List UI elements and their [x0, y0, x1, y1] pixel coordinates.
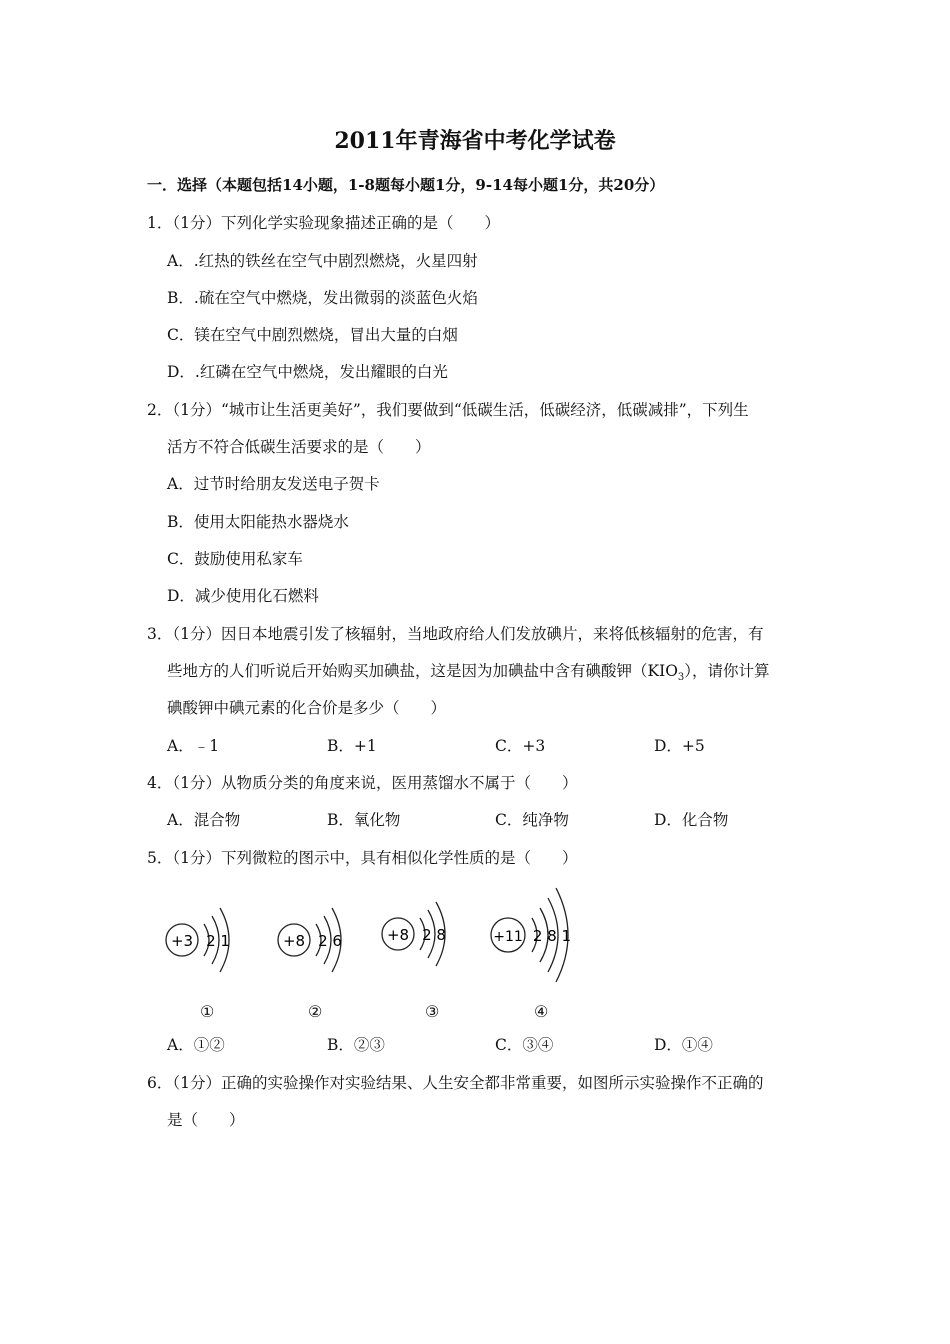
- q5-option-b: B．②③: [327, 1036, 385, 1054]
- q1-option-a: A．.红热的铁丝在空气中剧烈燃烧，火星四射: [167, 252, 478, 270]
- section-heading: 一．选择（本题包括14小题，1-8题每小题1分，9-14每小题1分，共20分）: [147, 176, 665, 194]
- atom-label-4: ④: [534, 1002, 549, 1021]
- q1-option-c: C．镁在空气中剧烈燃烧，冒出大量的白烟: [167, 326, 458, 344]
- q2-stem-line1: 2．（1分）“城市让生活更美好”，我们要做到“低碳生活，低碳经济，低碳减排”，下列生: [147, 401, 749, 419]
- q2-option-d: D．减少使用化石燃料: [167, 587, 319, 605]
- q4-option-d: D．化合物: [654, 811, 729, 829]
- q5-option-c: C．③④: [495, 1036, 554, 1054]
- q1-stem: 1．（1分）下列化学实验现象描述正确的是（ ）: [147, 214, 500, 232]
- q2-option-b: B．使用太阳能热水器烧水: [167, 513, 349, 531]
- q3-subscript: 3: [677, 672, 685, 684]
- q3-stem-line2: [167, 659, 770, 683]
- atom-label-2: ②: [308, 1002, 323, 1021]
- q5-option-d: D．①④: [654, 1036, 713, 1054]
- q6-stem-line2: 是（ ）: [167, 1111, 245, 1129]
- atom-diagram-4: [486, 880, 586, 994]
- atom-diagram-3: [376, 884, 466, 988]
- q3-stem-line1: 3．（1分）因日本地震引发了核辐射，当地政府给人们发放碘片，来将低核辐射的危害，有: [147, 625, 764, 643]
- atom4-shells: 2 8 1: [532, 927, 572, 945]
- q3-stem-line3: 碘酸钾中碘元素的化合价是多少（ ）: [167, 699, 447, 717]
- q3-stem-line2-text: 些地方的人们听说后开始购买加碘盐，这是因为加碘盐中含有碘酸钾（KIO: [167, 662, 678, 680]
- q5-option-a: A．①②: [167, 1036, 225, 1054]
- atom2-shells: 2 6: [318, 932, 342, 950]
- page-title: 2011年青海省中考化学试卷: [334, 128, 616, 154]
- q6-stem-line1: 6．（1分）正确的实验操作对实验结果、人生安全都非常重要，如图所示实验操作不正确的: [147, 1074, 764, 1092]
- atom3-nucleus: +8: [386, 926, 410, 944]
- atom3-shells: 2 8: [422, 926, 446, 944]
- q3-stem-line2-tail: ），请你计算: [684, 662, 770, 680]
- atom-diagram-2: [272, 890, 362, 994]
- q4-option-c: C．纯净物: [495, 811, 569, 829]
- q4-option-a: A．混合物: [167, 811, 241, 829]
- q2-option-c: C．鼓励使用私家车: [167, 550, 303, 568]
- atom-label-3: ③: [425, 1002, 440, 1021]
- q3-option-d: D．+5: [654, 737, 705, 755]
- q3-option-a: A．﹣1: [167, 737, 220, 755]
- q4-stem: 4．（1分）从物质分类的角度来说，医用蒸馏水不属于（ ）: [147, 774, 578, 792]
- atom-diagram-1: [160, 890, 250, 994]
- atom1-shells: 2 1: [206, 932, 230, 950]
- q2-option-a: A．过节时给朋友发送电子贺卡: [167, 475, 380, 493]
- q3-option-b: B．+1: [327, 737, 377, 755]
- atom-label-1: ①: [200, 1002, 215, 1021]
- atom4-nucleus: +11: [493, 929, 523, 945]
- q1-option-d: D．.红磷在空气中燃烧，发出耀眼的白光: [167, 363, 448, 381]
- q2-stem-line2: 活方不符合低碳生活要求的是（ ）: [167, 438, 431, 456]
- q3-option-c: C．+3: [495, 737, 546, 755]
- q4-option-b: B．氧化物: [327, 811, 401, 829]
- atom2-nucleus: +8: [282, 932, 306, 950]
- atom1-nucleus: +3: [170, 932, 194, 950]
- q5-stem: 5．（1分）下列微粒的图示中，具有相似化学性质的是（ ）: [147, 849, 578, 867]
- q1-option-b: B．.硫在空气中燃烧，发出微弱的淡蓝色火焰: [167, 289, 478, 307]
